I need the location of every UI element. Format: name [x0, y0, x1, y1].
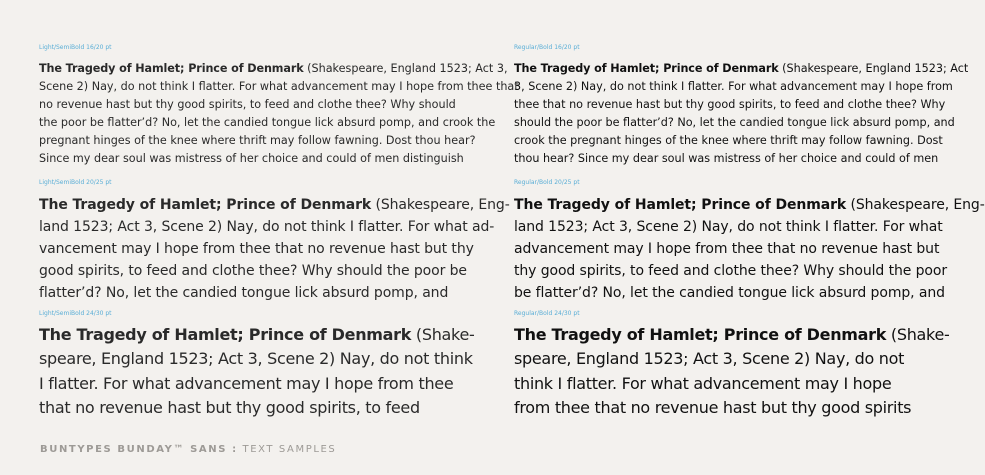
- sample-line: speare, England 1523; Act 3, Scene 2) Nay, do not think: [39, 349, 473, 369]
- sample-line: 3, Scene 2) Nay, do not think I flatter. For what advancement may I hope from: [514, 80, 953, 93]
- footer-subtitle: TEXT SAMPLES: [237, 444, 337, 455]
- sample-title: The Tragedy of Hamlet; Prince of Denmark: [39, 325, 412, 344]
- sample-line: [39, 60, 519, 78]
- sample-line: no revenue hast but thy good spirits, to feed and clothe thee? Why should: [39, 98, 456, 111]
- sample-line: flatter’d? No, let the candied tongue lick absurd pomp, and: [39, 285, 449, 301]
- sample-line: thy good spirits, to feed and clothe thee? Why should the poor: [514, 263, 947, 279]
- sample-line: [39, 323, 474, 347]
- sample-line: from thee that no revenue hast but thy good spirits: [514, 397, 912, 417]
- sample-text: (Shake-: [411, 325, 475, 344]
- sample-line: the poor be flatter’d? No, let the candied tongue lick absurd pomp, and crook the: [39, 116, 496, 129]
- sample-title: The Tragedy of Hamlet; Prince of Denmark: [514, 325, 887, 344]
- sample-line: [514, 60, 968, 78]
- sample-line: vancement may I hope from thee that no revenue hast but thy: [39, 241, 474, 257]
- sample-line: good spirits, to feed and clothe thee? Why should the poor be: [39, 263, 467, 279]
- sample-line: [39, 194, 510, 216]
- sample-line: thou hear? Since my dear soul was mistress of her choice and could of men: [514, 152, 939, 165]
- sample-line: that no revenue hast but thy good spirits, to feed: [39, 397, 420, 417]
- sample-line: think I flatter. For what advancement may I hope: [514, 373, 892, 393]
- sample-line: pregnant hinges of the knee where thrift may follow fawning. Dost thou hear?: [39, 134, 476, 147]
- sample-line: land 1523; Act 3, Scene 2) Nay, do not think I flatter. For what: [514, 219, 943, 235]
- sample-line: advancement may I hope from thee that no revenue hast but: [514, 241, 940, 257]
- spec-label-20-25: Regular/Bold 20/25 pt: [514, 179, 580, 186]
- sample-block-24-30: [39, 323, 474, 420]
- sample-line: Scene 2) Nay, do not think I flatter. For what advancement may I hope from thee that: [39, 80, 519, 93]
- sample-block-20-25: [514, 194, 985, 304]
- sample-line: speare, England 1523; Act 3, Scene 2) Nay, do not: [514, 349, 905, 369]
- footer-brand: BUNTYPES BUNDAY™ SANS :: [40, 444, 238, 455]
- sample-text: (Shakespeare, Eng-: [371, 197, 510, 213]
- spec-label-20-25: Light/SemiBold 20/25 pt: [39, 179, 112, 186]
- sample-line: should the poor be flatter’d? No, let the candied tongue lick absurd pomp, and: [514, 116, 955, 129]
- sample-title: The Tragedy of Hamlet; Prince of Denmark: [514, 197, 847, 213]
- spec-label-16-20: Light/SemiBold 16/20 pt: [39, 44, 112, 51]
- regular-bold-column: [514, 0, 985, 440]
- sample-block-24-30: [514, 323, 949, 420]
- sample-line: Since my dear soul was mistress of her choice and could of men distinguish: [39, 152, 464, 165]
- sample-block-16-20: [514, 60, 968, 168]
- sample-line: crook the pregnant hinges of the knee where thrift may follow fawning. Dost: [514, 134, 943, 147]
- sample-text: (Shake-: [886, 325, 950, 344]
- sample-line: I flatter. For what advancement may I hope from thee: [39, 373, 454, 393]
- light-semibold-column: [39, 0, 519, 440]
- sample-title: The Tragedy of Hamlet; Prince of Denmark: [39, 62, 304, 75]
- footer-caption: [40, 444, 336, 455]
- sample-title: The Tragedy of Hamlet; Prince of Denmark: [39, 197, 372, 213]
- sample-line: thee that no revenue hast but thy good spirits, to feed and clothe thee? Why: [514, 98, 946, 111]
- sample-line: [514, 194, 985, 216]
- sample-title: The Tragedy of Hamlet; Prince of Denmark: [514, 62, 779, 75]
- sample-text: (Shakespeare, England 1523; Act 3,: [303, 62, 508, 75]
- sample-line: be flatter’d? No, let the candied tongue lick absurd pomp, and: [514, 285, 945, 301]
- sample-line: [514, 323, 949, 347]
- spec-label-24-30: Regular/Bold 24/30 pt: [514, 310, 580, 317]
- sample-text: (Shakespeare, England 1523; Act: [778, 62, 969, 75]
- sample-block-16-20: [39, 60, 519, 168]
- sample-block-20-25: [39, 194, 510, 304]
- spec-label-16-20: Regular/Bold 16/20 pt: [514, 44, 580, 51]
- spec-label-24-30: Light/SemiBold 24/30 pt: [39, 310, 112, 317]
- sample-text: (Shakespeare, Eng-: [846, 197, 985, 213]
- sample-line: land 1523; Act 3, Scene 2) Nay, do not think I flatter. For what ad-: [39, 219, 495, 235]
